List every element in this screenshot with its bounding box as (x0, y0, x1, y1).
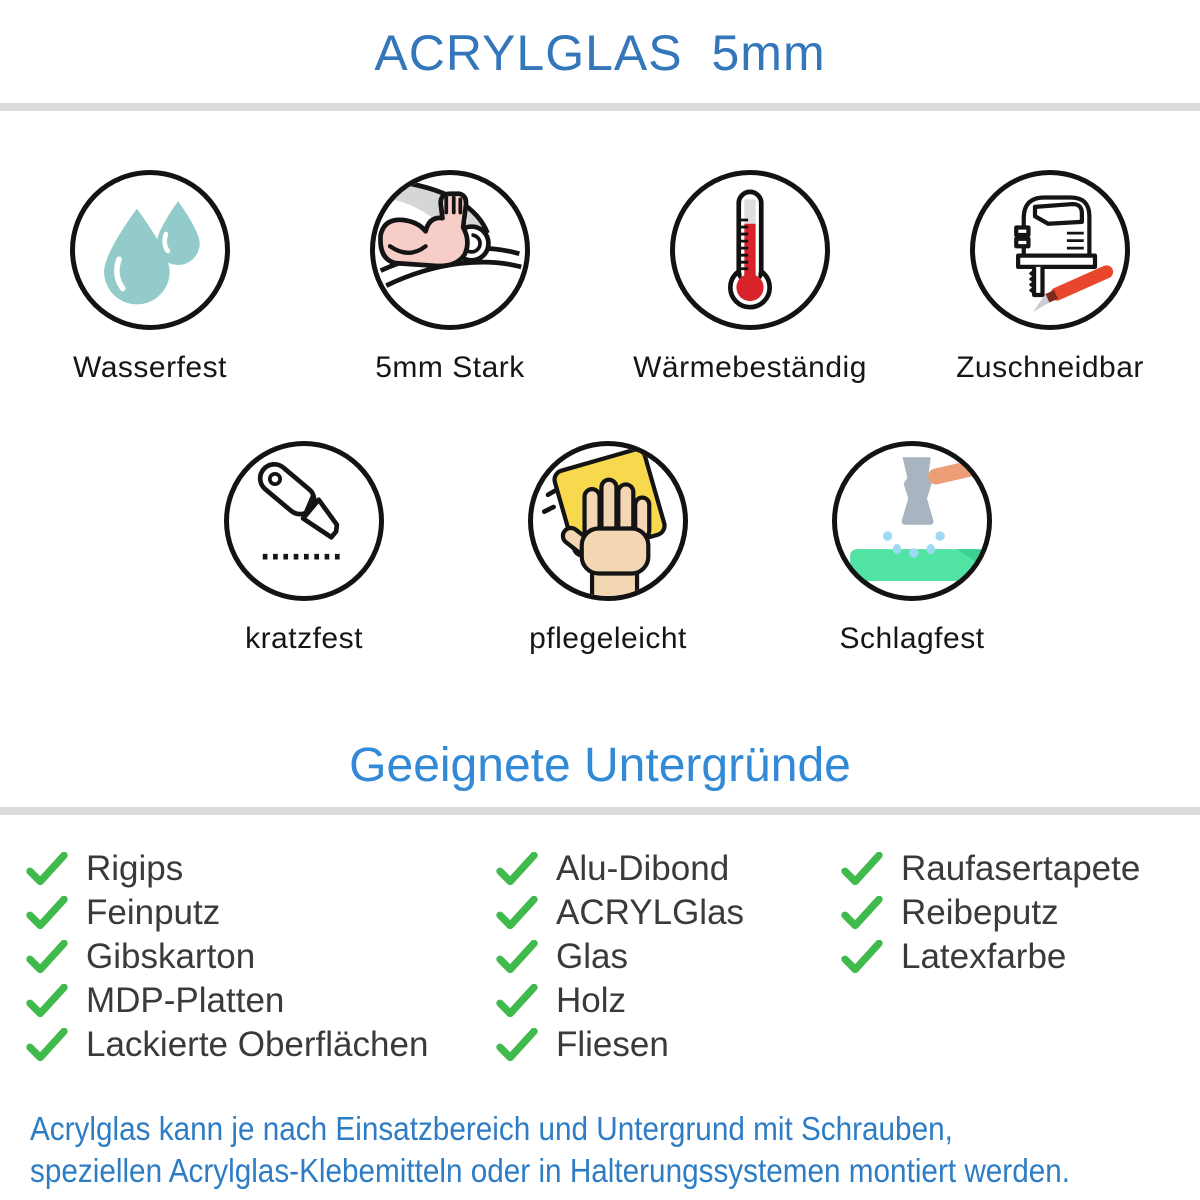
feature-label: kratzfest (245, 622, 363, 655)
list-item (26, 935, 428, 979)
feature-heat-resistant (600, 170, 900, 385)
feature-row-1 (0, 170, 1200, 385)
hammer-icon (832, 441, 992, 601)
list-item-label: Feinputz (86, 893, 221, 932)
check-icon (26, 1028, 68, 1062)
hand-cloth-icon (528, 441, 688, 601)
section-title: Geeignete Untergründe (349, 739, 851, 792)
list-item (841, 847, 1140, 891)
check-icon (26, 984, 68, 1018)
feature-row-2 (152, 441, 1064, 656)
water-drops-icon (70, 170, 230, 330)
feature-waterproof (0, 170, 300, 385)
list-item-label: ACRYLGlas (556, 893, 745, 932)
check-icon (496, 1028, 538, 1062)
check-icon (496, 940, 538, 974)
thermometer-icon (670, 170, 830, 330)
feature-label: Schlagfest (839, 622, 985, 655)
check-icon (26, 852, 68, 886)
page-title: ACRYLGLAS 5mm (374, 25, 826, 81)
feature-label: pflegeleicht (529, 622, 687, 655)
footer-line-1: Acrylglas kann je nach Einsatzbereich und Untergrund mit Schrauben, (30, 1110, 953, 1147)
list-item (496, 935, 744, 979)
list-item (26, 847, 428, 891)
feature-label: Wärmebeständig (633, 351, 867, 384)
list-item-label: Gibskarton (86, 937, 256, 976)
list-item-label: Rigips (86, 849, 184, 888)
cutter-knife-icon (224, 441, 384, 601)
list-item (26, 891, 428, 935)
strong-arm-icon (370, 170, 530, 330)
list-item-label: Lackierte Oberflächen (86, 1025, 429, 1064)
feature-cuttable (900, 170, 1200, 385)
feature-easy-care (456, 441, 760, 656)
feature-impact-resistant (760, 441, 1064, 656)
list-item-label: Fliesen (556, 1025, 669, 1064)
list-item-label: Alu-Dibond (556, 849, 730, 888)
feature-label: Wasserfest (73, 351, 227, 384)
list-item (841, 891, 1140, 935)
divider-middle (0, 807, 1200, 815)
list-item (496, 979, 744, 1023)
footer-note (30, 1108, 1186, 1192)
list-item-label: Raufasertapete (901, 849, 1141, 888)
footer-line-2: speziellen Acrylglas-Klebemitteln oder in Halterungssystemen montiert werden. (30, 1152, 1071, 1189)
checklist-column-1 (26, 847, 428, 1067)
jigsaw-icon (970, 170, 1130, 330)
checklist-column-3 (841, 847, 1140, 979)
list-item-label: Glas (556, 937, 628, 976)
list-item (841, 935, 1140, 979)
feature-label: 5mm Stark (375, 351, 525, 384)
list-item-label: Latexfarbe (901, 937, 1067, 976)
check-icon (496, 852, 538, 886)
check-icon (26, 940, 68, 974)
list-item (496, 891, 744, 935)
checklist-column-2 (496, 847, 744, 1067)
check-icon (26, 896, 68, 930)
check-icon (496, 896, 538, 930)
list-item (496, 1023, 744, 1067)
list-item-label: Holz (556, 981, 627, 1020)
check-icon (841, 896, 883, 930)
list-item (26, 979, 428, 1023)
divider-top (0, 103, 1200, 111)
feature-thickness (300, 170, 600, 385)
list-item-label: Reibeputz (901, 893, 1059, 932)
list-item (26, 1023, 428, 1067)
check-icon (841, 940, 883, 974)
check-icon (841, 852, 883, 886)
list-item-label: MDP-Platten (86, 981, 285, 1020)
feature-scratchproof (152, 441, 456, 656)
feature-label: Zuschneidbar (956, 351, 1144, 384)
check-icon (496, 984, 538, 1018)
list-item (496, 847, 744, 891)
